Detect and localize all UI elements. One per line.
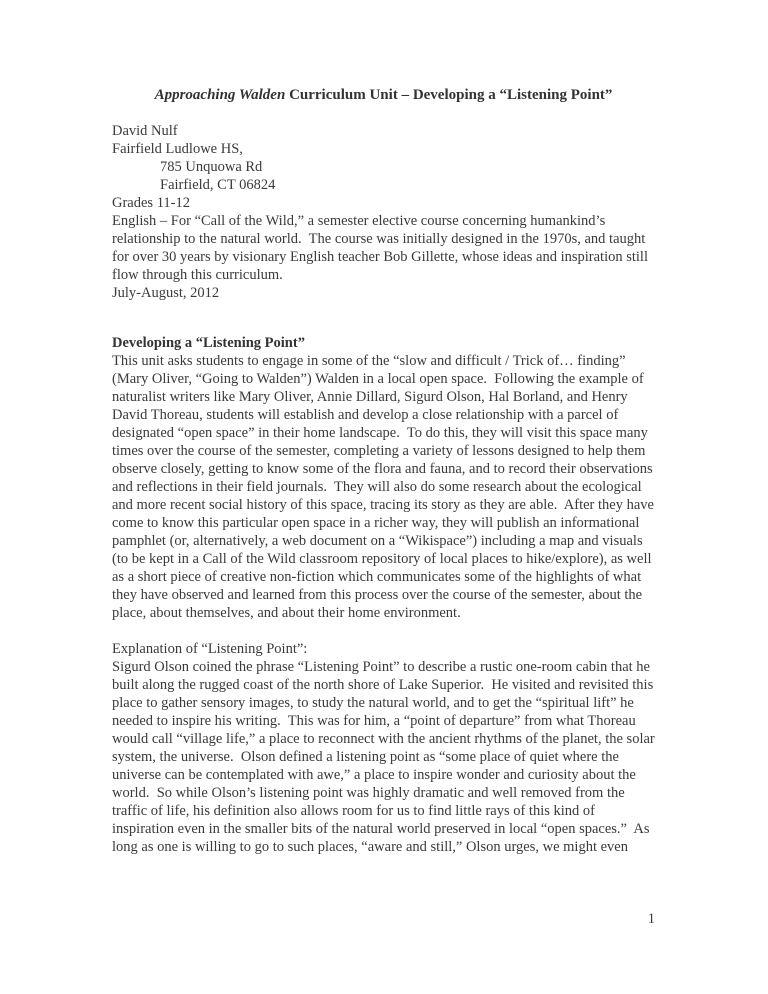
header-block [112, 122, 655, 302]
date-line: July-August, 2012 [112, 285, 220, 301]
section-explanation-listening-point [112, 640, 659, 856]
document-title [112, 86, 655, 104]
section-body: Sigurd Olson coined the phrase “Listening Point” to describe a rustic one-room cabin that he built along the rugged coast of the north shore of Lake Superior. He visited and revisited this place to gather sensory images, to study the natural world, and to get the “spiritual lift” he needed to inspire his writing. This was for him, a “point of departure” from what Thoreau would call “village life,” a place to reconnect with the ancient rhythms of the planet, the solar system, the universe. Olson defined a listening point as “some place of quiet where the universe can be contemplated with awe,” a place to inspire wonder and curiosity about the world. So while Olson’s listening point was highly dramatic and well removed from the traffic of life, his definition also allows room for us to find little rays of this kind of inspiration even in the smaller bits of the natural world preserved in local “open spaces.” As long as one is willing to go to such places, “aware and still,” Olson urges, we might even [112, 659, 659, 855]
section-heading: Explanation of “Listening Point”: [112, 641, 308, 657]
section-body: This unit asks students to engage in some of the “slow and difficult / Trick of… finding” (Mary Oliver, “Going to Walden”) Walden in a local open space. Following the example of naturalist writers like Mary Oliver, Annie Dillard, Sigurd Olson, Hal Borland, and Henry David Thoreau, students will establish and develop a close relationship with a parcel of designated “open space” in their home landscape. To do this, they will visit this space many times over the course of the semester, completing a variety of lessons designed to help them observe closely, getting to know some of the flora and fauna, and to record their observations and reflections in their field journals. They will also do some research about the ecological and more recent social history of this space, tracing its story as they are able. After they have come to know this particular open space in a richer way, they will publish an informational pamphlet (or, alternatively, a web document on a “Wikispace”) including a map and visuals (to be kept in a Call of the Wild classroom repository of local places to hike/explore), as well as a short piece of creative non-fiction which communicates some of the highlights of what they have observed and learned from this process over the course of the semester, about the place, about themselves, and about their home environment. [112, 353, 658, 621]
title-rest: Curriculum Unit – Developing a “Listening Point” [285, 87, 613, 103]
address-line-1: 785 Unquowa Rd [160, 159, 263, 175]
grade-levels: Grades 11-12 [112, 195, 190, 211]
section-heading: Developing a “Listening Point” [112, 335, 305, 351]
author-name: David Nulf [112, 123, 178, 139]
address-line-2: Fairfield, CT 06824 [160, 177, 276, 193]
page-number: 1 [647, 911, 655, 927]
school-name: Fairfield Ludlowe HS, [112, 141, 243, 157]
section-developing-listening-point [112, 334, 658, 622]
course-description: English – For “Call of the Wild,” a semester elective course concerning humankind’s relationship to the natural world. The course was initially designed in the 1970s, and taught for over 30 years by visionary English teacher Bob Gillette, whose ideas and inspiration still flow through this curriculum. [112, 213, 652, 283]
title-italic-part: Approaching Walden [154, 87, 286, 103]
